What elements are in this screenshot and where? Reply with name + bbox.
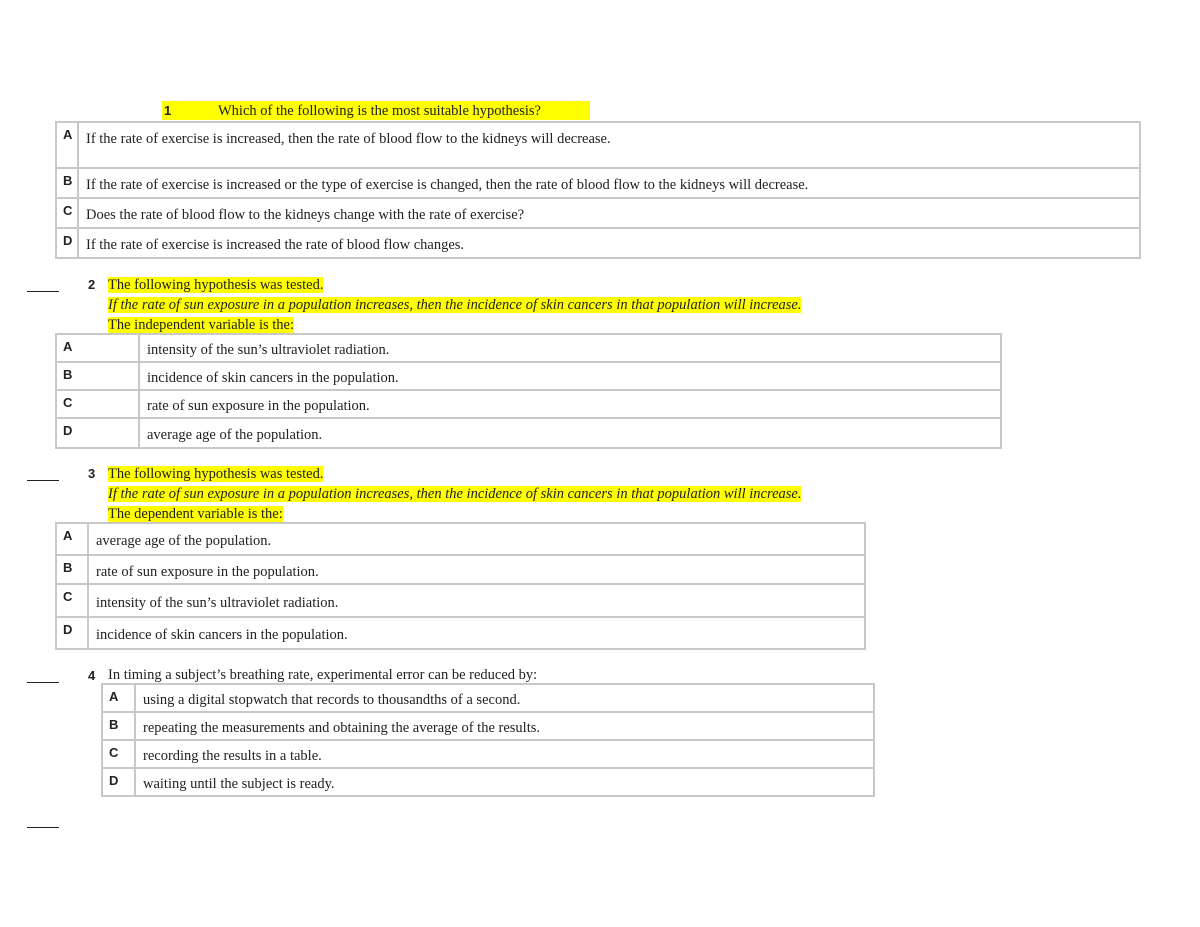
option-text: using a digital stopwatch that records to thousandths of a second.: [135, 684, 874, 712]
answer-blank[interactable]: [27, 291, 59, 292]
answer-blank[interactable]: [27, 827, 59, 828]
question-line: The following hypothesis was tested.: [108, 277, 324, 293]
option-text: rate of sun exposure in the population.: [139, 390, 1001, 418]
question-3-options: [55, 522, 866, 650]
question-2-options: [55, 333, 1002, 449]
option-text: rate of sun exposure in the population.: [88, 555, 865, 584]
question-3-stem: [108, 464, 801, 524]
option-letter: D: [56, 617, 88, 649]
question-number: 3: [88, 466, 96, 481]
option-text: Does the rate of blood flow to the kidneys change with the rate of exercise?: [78, 198, 1140, 228]
question-1-options: [55, 121, 1141, 259]
option-text: average age of the population.: [88, 523, 865, 555]
question-line: The independent variable is the:: [108, 317, 295, 333]
question-number: 1: [164, 103, 172, 118]
option-text: waiting until the subject is ready.: [135, 768, 874, 796]
option-text: recording the results in a table.: [135, 740, 874, 768]
option-letter: D: [56, 418, 139, 448]
option-text: If the rate of exercise is increased the rate of blood flow changes.: [78, 228, 1140, 258]
option-row: [56, 555, 865, 584]
option-letter: A: [56, 122, 78, 168]
option-text: incidence of skin cancers in the population.: [88, 617, 865, 649]
question-prompt: Which of the following is the most suitable hypothesis?: [218, 103, 541, 119]
option-row: [56, 523, 865, 555]
hypothesis-text: If the rate of sun exposure in a population increases, then the incidence of skin cancers in that population will increase.: [108, 297, 802, 313]
question-2-stem: [108, 275, 801, 335]
hypothesis-text: If the rate of sun exposure in a population increases, then the incidence of skin cancers in that population will increase.: [108, 486, 802, 502]
question-number: 2: [88, 277, 96, 292]
question-line: The dependent variable is the:: [108, 506, 283, 522]
option-letter: C: [56, 390, 139, 418]
option-text: intensity of the sun’s ultraviolet radiation.: [139, 334, 1001, 362]
option-row: [56, 584, 865, 617]
option-row: [102, 684, 874, 712]
option-row: [102, 712, 874, 740]
option-letter: D: [56, 228, 78, 258]
option-row: [56, 418, 1001, 448]
option-text: If the rate of exercise is increased, then the rate of blood flow to the kidneys will decrease.: [78, 122, 1140, 168]
option-row: [56, 617, 865, 649]
option-letter: C: [56, 584, 88, 617]
option-letter: B: [56, 168, 78, 198]
option-row: [56, 334, 1001, 362]
question-number: 4: [88, 668, 96, 683]
answer-blank[interactable]: [27, 682, 59, 683]
option-letter: B: [102, 712, 135, 740]
option-row: [56, 168, 1140, 198]
option-row: [102, 768, 874, 796]
option-text: If the rate of exercise is increased or the type of exercise is changed, then the rate of blood flow to the kidneys will decrease.: [78, 168, 1140, 198]
question-4-options: [101, 683, 875, 797]
option-row: [56, 198, 1140, 228]
option-row: [56, 362, 1001, 390]
option-text: intensity of the sun’s ultraviolet radiation.: [88, 584, 865, 617]
option-letter: B: [56, 362, 139, 390]
option-letter: C: [102, 740, 135, 768]
answer-blank[interactable]: [27, 480, 59, 481]
option-row: [56, 122, 1140, 168]
option-letter: D: [102, 768, 135, 796]
option-text: average age of the population.: [139, 418, 1001, 448]
option-row: [102, 740, 874, 768]
question-1-header: [162, 101, 590, 120]
option-letter: B: [56, 555, 88, 584]
option-text: repeating the measurements and obtaining the average of the results.: [135, 712, 874, 740]
option-letter: A: [56, 334, 139, 362]
option-letter: A: [102, 684, 135, 712]
question-prompt: In timing a subject’s breathing rate, experimental error can be reduced by:: [108, 667, 538, 683]
option-letter: C: [56, 198, 78, 228]
option-text: incidence of skin cancers in the population.: [139, 362, 1001, 390]
question-line: The following hypothesis was tested.: [108, 466, 324, 482]
option-letter: A: [56, 523, 88, 555]
option-row: [56, 228, 1140, 258]
option-row: [56, 390, 1001, 418]
